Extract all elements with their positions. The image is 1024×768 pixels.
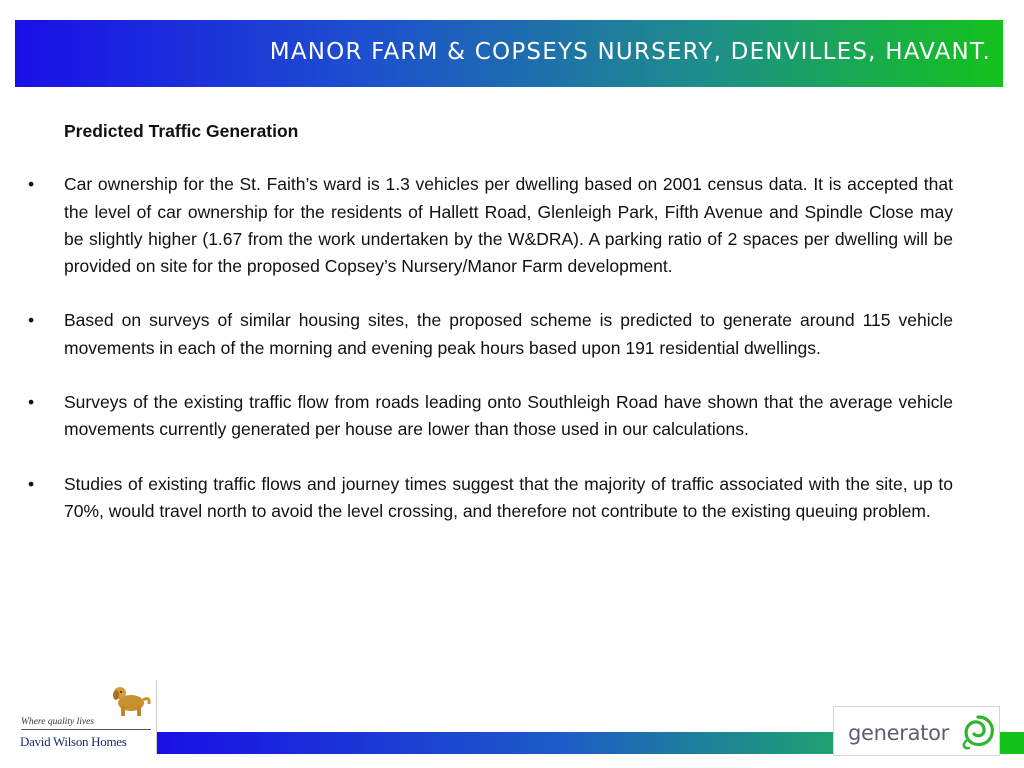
page-title: MANOR FARM & COPSEYS NURSERY, DENVILLES, HAVANT. xyxy=(269,39,991,65)
bullet-marker: • xyxy=(28,174,35,195)
generator-wordmark: generator xyxy=(848,721,949,745)
bullet-text: Studies of existing traffic flows and journey times suggest that the majority of traffic associated with the site, up to 70%, would travel north to avoid the level crossing, and therefore not contribute to the existing queuing problem. xyxy=(64,473,953,521)
dog-icon xyxy=(109,684,151,716)
bullet-text: Car ownership for the St. Faith’s ward is 1.3 vehicles per dwelling based on 2001 census data. It is accepted that the level of car ownership for the residents of Hallett Road, Glenleigh Park, Fifth Avenue and Spindle Close may be slightly higher (1.67 from the work undertaken by the W&DRA). A parking ratio of 2 spaces per dwelling will be provided on site for the proposed Copsey’s Nursery/Manor Farm development. xyxy=(64,174,953,277)
bullet-item xyxy=(28,171,953,280)
section-heading: Predicted Traffic Generation xyxy=(64,121,299,141)
bullet-marker: • xyxy=(28,392,35,413)
slide-content xyxy=(28,118,953,552)
david-wilson-homes-logo xyxy=(15,680,157,754)
bullet-item xyxy=(28,389,953,444)
logo-divider xyxy=(21,729,151,730)
bullet-text: Surveys of the existing traffic flow from roads leading onto Southleigh Road have shown that the average vehicle movements currently generated per house are lower than those used in our calculations. xyxy=(64,392,953,440)
generator-logo xyxy=(833,706,1000,756)
bullet-marker: • xyxy=(28,310,35,331)
footer-bar-end xyxy=(1000,732,1024,754)
bullet-text: Based on surveys of similar housing sites, the proposed scheme is predicted to generate around 115 vehicle movements in each of the morning and evening peak hours based upon 191 residential dwellings. xyxy=(64,310,953,358)
bullet-marker: • xyxy=(28,473,35,494)
footer-bar xyxy=(157,732,833,754)
logo-name: David Wilson Homes xyxy=(20,734,127,749)
swirl-icon xyxy=(958,711,998,751)
bullet-item xyxy=(28,471,953,526)
logo-tagline: Where quality lives xyxy=(21,717,94,727)
bullet-item xyxy=(28,307,953,362)
header-banner xyxy=(15,20,1003,87)
